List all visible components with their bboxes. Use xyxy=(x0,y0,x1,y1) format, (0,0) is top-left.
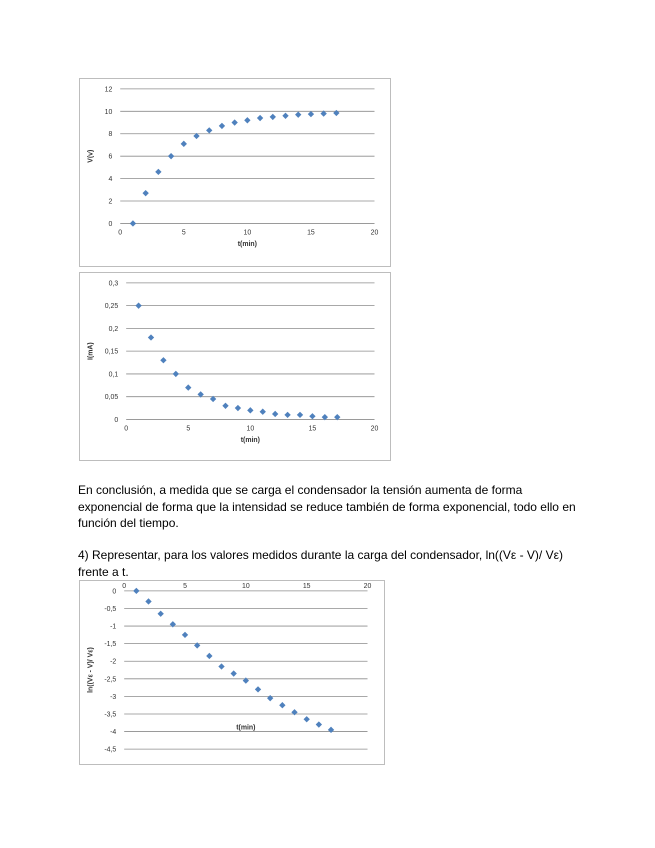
voltage-data-point xyxy=(206,127,212,133)
voltage-x-tick-label: 10 xyxy=(243,229,252,237)
voltage-y-tick-label: 10 xyxy=(104,108,113,116)
logratio-y-tick-label: -1,5 xyxy=(104,641,117,649)
voltage-y-axis-label: V(v) xyxy=(87,149,95,163)
voltage-y-tick-label: 4 xyxy=(108,176,113,184)
current-data-point xyxy=(235,405,241,411)
current-data-point xyxy=(173,371,179,377)
logratio-data-point xyxy=(145,598,151,604)
voltage-y-tick-label: 0 xyxy=(108,220,113,228)
current-x-tick-label: 5 xyxy=(186,425,191,433)
logratio-data-point xyxy=(206,653,212,659)
current-y-axis-label: I(mA) xyxy=(87,342,95,360)
voltage-data-point xyxy=(244,117,250,123)
current-y-tick-label: 0,15 xyxy=(104,348,119,356)
logratio-x-tick-label: 5 xyxy=(183,582,187,590)
voltage-x-tick-label: 0 xyxy=(118,229,123,237)
voltage-x-tick-label: 20 xyxy=(370,229,379,237)
logratio-data-point xyxy=(316,721,322,727)
logratio-data-point xyxy=(194,642,200,648)
voltage-y-tick-label: 12 xyxy=(104,86,113,94)
current-x-tick-label: 10 xyxy=(246,425,255,433)
current-y-tick-label: 0,1 xyxy=(108,371,119,379)
voltage-data-point xyxy=(308,111,314,117)
logratio-y-axis-label: ln((Vε - V)/ Vε) xyxy=(87,647,95,693)
current-chart xyxy=(79,272,391,461)
current-data-point xyxy=(284,412,290,418)
current-data-point xyxy=(135,302,141,308)
logratio-data-point xyxy=(328,727,334,733)
voltage-y-tick-label: 8 xyxy=(108,131,113,139)
logratio-x-tick-label: 20 xyxy=(363,582,372,590)
log-ratio-chart-svg xyxy=(80,581,384,764)
logratio-data-point xyxy=(133,588,139,594)
voltage-data-point xyxy=(142,190,148,196)
current-y-tick-label: 0,05 xyxy=(104,394,119,402)
voltage-data-point xyxy=(231,119,237,125)
voltage-x-axis-label: t(min) xyxy=(237,241,257,249)
logratio-x-tick-label: 15 xyxy=(302,582,311,590)
conclusion-paragraph: En conclusión, a medida que se carga el condensador la tensión aumenta de forma exponencial de forma que la intensidad se reduce también de forma exponencial, todo ello en función del tiempo. xyxy=(78,483,576,530)
current-data-point xyxy=(160,357,166,363)
logratio-data-point xyxy=(267,695,273,701)
logratio-data-point xyxy=(218,663,224,669)
current-chart-svg xyxy=(80,273,390,460)
current-y-tick-label: 0 xyxy=(114,416,119,424)
voltage-data-point xyxy=(130,220,136,226)
current-data-point xyxy=(260,409,266,415)
logratio-data-point xyxy=(158,611,164,617)
current-x-tick-label: 0 xyxy=(124,425,129,433)
logratio-data-point xyxy=(291,709,297,715)
logratio-data-point xyxy=(304,716,310,722)
logratio-data-point xyxy=(170,621,176,627)
current-x-axis-label: t(min) xyxy=(240,437,260,445)
voltage-data-point xyxy=(181,141,187,147)
logratio-y-tick-label: -2 xyxy=(110,658,117,666)
logratio-data-point xyxy=(255,686,261,692)
voltage-x-tick-label: 15 xyxy=(307,229,315,237)
logratio-x-tick-label: 0 xyxy=(122,582,127,590)
current-y-tick-label: 0,25 xyxy=(104,303,119,311)
voltage-y-tick-label: 2 xyxy=(108,198,113,206)
logratio-data-point xyxy=(182,632,188,638)
logratio-y-tick-label: -3,5 xyxy=(104,711,117,719)
logratio-y-tick-label: -4 xyxy=(110,729,117,737)
logratio-data-point xyxy=(279,702,285,708)
log-ratio-chart xyxy=(79,580,385,765)
logratio-y-tick-label: -1 xyxy=(110,623,117,631)
current-data-point xyxy=(185,384,191,390)
voltage-data-point xyxy=(257,115,263,121)
voltage-data-point xyxy=(282,113,288,119)
current-x-tick-label: 15 xyxy=(308,425,317,433)
logratio-x-tick-label: 10 xyxy=(242,582,250,590)
logratio-data-point xyxy=(231,670,237,676)
voltage-data-point xyxy=(155,169,161,175)
current-y-tick-label: 0,3 xyxy=(108,280,119,288)
current-data-point xyxy=(222,403,228,409)
current-data-point xyxy=(247,407,253,413)
logratio-y-tick-label: 0 xyxy=(112,588,117,596)
current-data-point xyxy=(148,334,154,340)
current-data-point xyxy=(297,412,303,418)
voltage-x-tick-label: 5 xyxy=(181,229,186,237)
logratio-y-tick-label: -3 xyxy=(110,693,117,701)
voltage-data-point xyxy=(295,112,301,118)
current-x-tick-label: 20 xyxy=(370,425,379,433)
voltage-y-tick-label: 6 xyxy=(108,153,113,161)
current-data-point xyxy=(309,413,315,419)
logratio-y-tick-label: -4,5 xyxy=(104,746,117,754)
voltage-data-point xyxy=(333,110,339,116)
current-y-tick-label: 0,2 xyxy=(108,325,119,333)
voltage-chart-svg xyxy=(80,79,390,266)
current-data-point xyxy=(272,411,278,417)
voltage-chart xyxy=(79,78,391,267)
voltage-data-point xyxy=(270,114,276,120)
logratio-y-tick-label: -2,5 xyxy=(104,676,117,684)
voltage-data-point xyxy=(219,123,225,129)
logratio-data-point xyxy=(243,677,249,683)
logratio-x-axis-label: t(min) xyxy=(236,724,256,732)
exercise-4-paragraph: 4) Representar, para los valores medidos durante la carga del condensador, ln((Vε - V)/ Vε) frente a t. xyxy=(78,548,563,579)
voltage-data-point xyxy=(168,153,174,159)
logratio-y-tick-label: -0,5 xyxy=(104,605,117,613)
